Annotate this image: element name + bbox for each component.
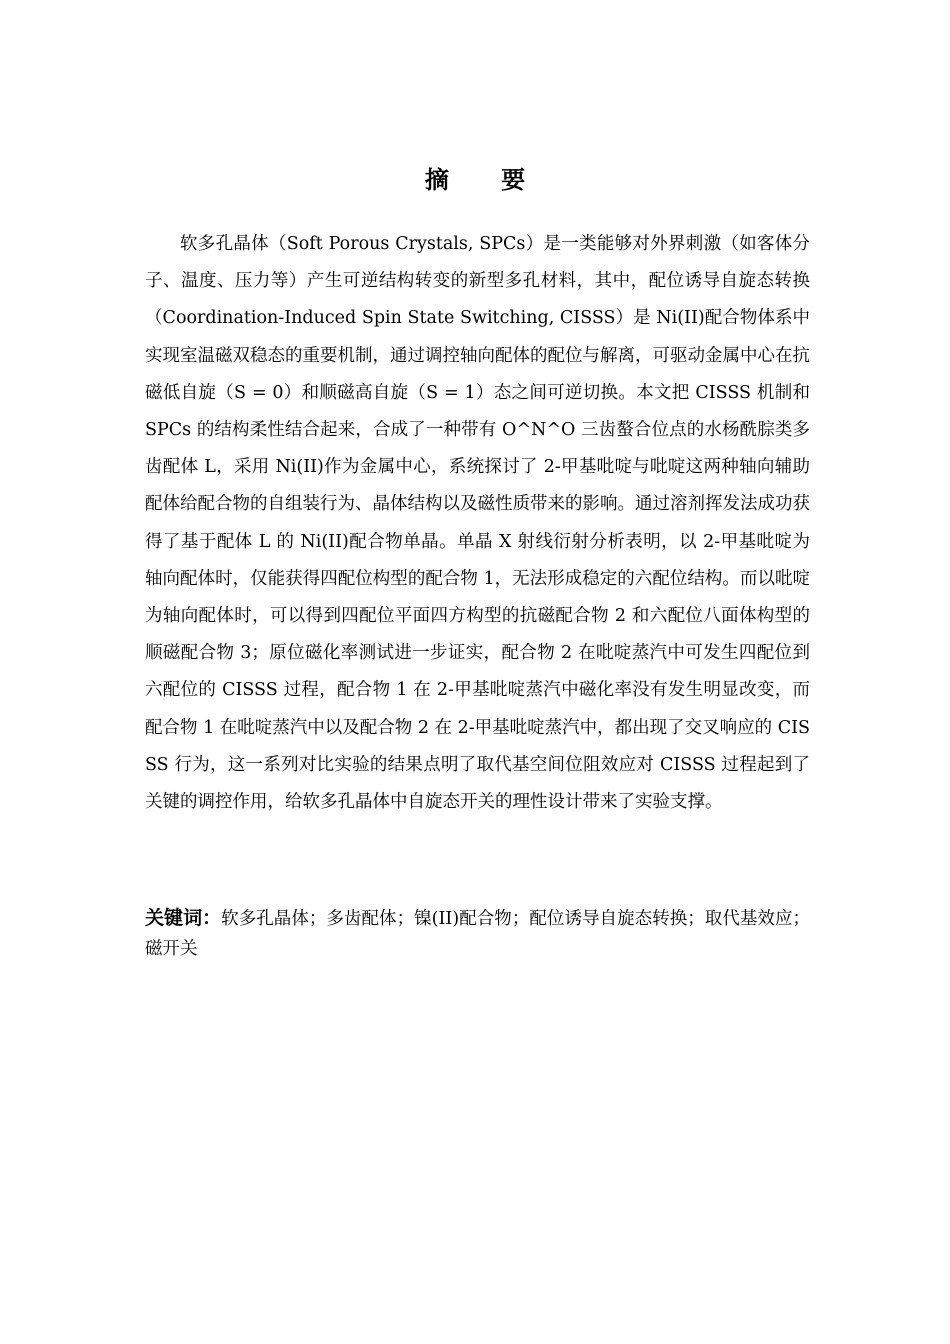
abstract-body: 软多孔晶体（Soft Porous Crystals, SPCs）是一类能够对外界刺激（如客体分子、温度、压力等）产生可逆结构转变的新型多孔材料，其中，配位诱导自旋态转换（Coordination-Induced Spin State Switching, CISSS）是 Ni(II)配合物体系中实现室温磁双稳态的重要机制，通过调控轴向配体的配位与解离，可驱动金属中心在抗磁低自旋（S = 0）和顺磁高自旋（S = 1）态之间可逆切换。本文把 CISSS 机制和 SPCs 的结构柔性结合起来，合成了一种带有 O^N^O 三齿螯合位点的水杨酰腙类多齿配体 L，采用 Ni(II)作为金属中心，系统探讨了 2-甲基吡啶与吡啶这两种轴向辅助配体给配合物的自组装行为、晶体结构以及磁性质带来的影响。通过溶剂挥发法成功获得了基于配体 L 的 Ni(II)配合物单晶。单晶 X 射线衍射分析表明，以 2-甲基吡啶为轴向配体时，仅能获得四配位构型的配合物 1，无法形成稳定的六配位结构。而以吡啶为轴向配体时，可以得到四配位平面四方构型的抗磁配合物 2 和六配位八面体构型的顺磁配合物 3；原位磁化率测试进一步证实，配合物 2 在吡啶蒸汽中可发生四配位到六配位的 CISSS 过程，配合物 1 在 2-甲基吡啶蒸汽中磁化率没有发生明显改变，而配合物 1 在吡啶蒸汽中以及配合物 2 在 2-甲基吡啶蒸汽中，都出现了交叉响应的 CISSS 行为，这一系列对比实验的结果点明了取代基空间位阻效应对 CISSS 过程起到了关键的调控作用，给软多孔晶体中自旋态开关的理性设计带来了实验支撑。 xyxy=(145,234,810,813)
abstract-title: 摘 要 xyxy=(424,166,548,194)
keywords-text: 软多孔晶体；多齿配体；镍(II)配合物；配位诱导自旋态转换；取代基效应；磁开关 xyxy=(145,909,810,959)
keywords-label: 关键词： xyxy=(145,907,222,929)
keywords-paragraph xyxy=(145,903,810,964)
